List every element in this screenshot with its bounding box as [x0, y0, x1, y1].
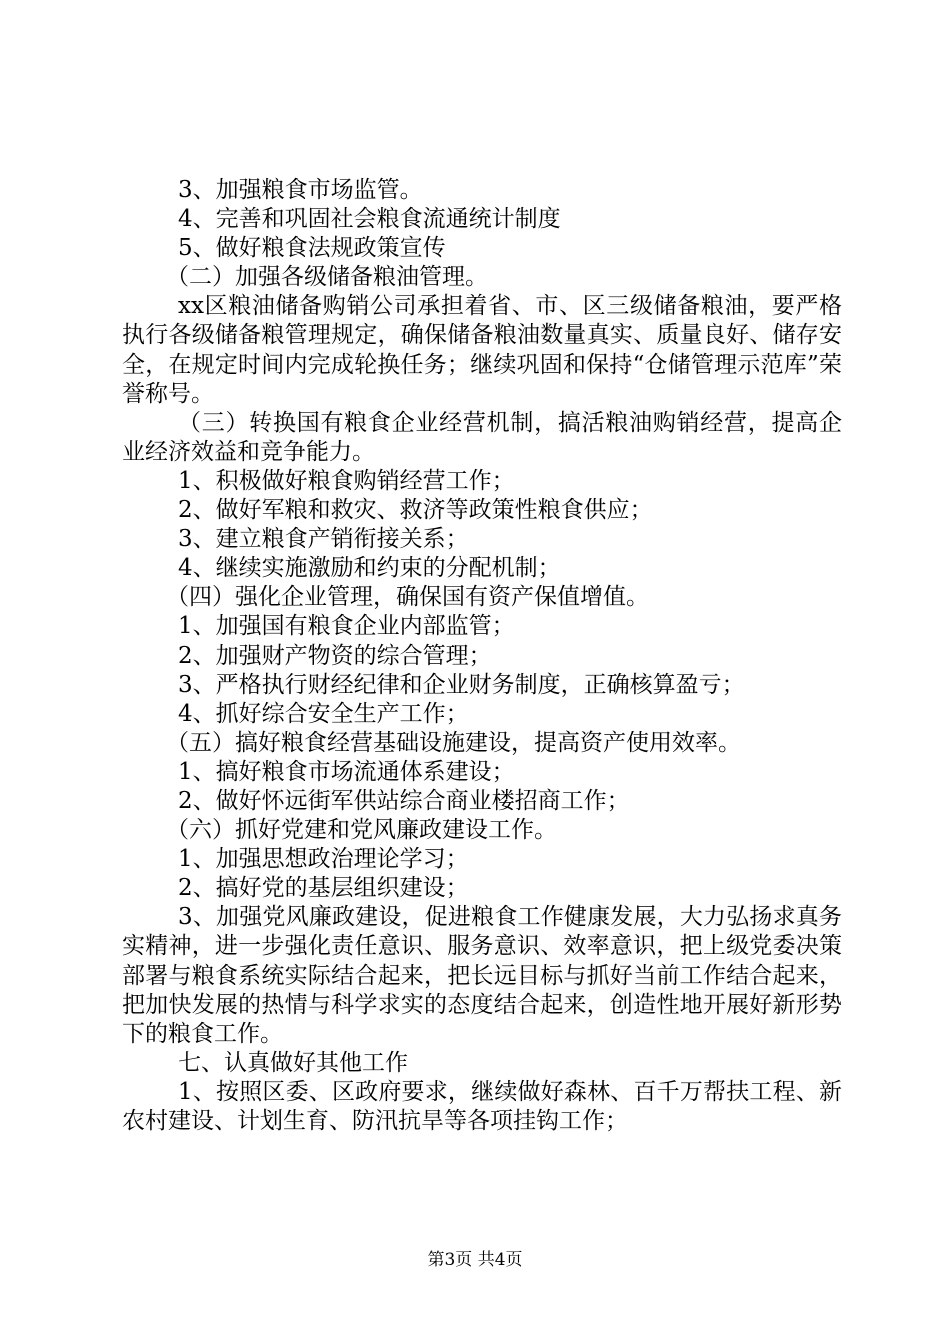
section-heading: （五）搞好粮食经营基础设施建设，提高资产使用效率。 [166, 729, 741, 756]
list-item: 1、加强国有粮食企业内部监管； [178, 613, 515, 640]
body-paragraph: 3、加强党风廉政建设，促进粮食工作健康发展，大力弘扬求真务实精神，进一步强化责任意识、服务意识、效率意识，把上级党委决策部署与粮食系统实际结合起来，把长远目标与抓好当前工作结合起来，把加快发展的热情与科学求实的态度结合起来，创造性地开展好新形势下的粮食工作。 [122, 904, 842, 1047]
list-item: 3、加强粮食市场监管。 [178, 177, 423, 203]
list-item: 1、积极做好粮食购销经营工作； [178, 467, 515, 494]
section-heading: （六）抓好党建和党风廉政建设工作。 [166, 817, 557, 844]
list-item: 3、严格执行财经纪律和企业财务制度，正确核算盈亏； [178, 671, 745, 698]
page-footer: 第3页 共4页 [427, 1250, 523, 1270]
list-item: 4、抓好综合安全生产工作； [178, 700, 469, 727]
list-item: 3、建立粮食产销衔接关系； [178, 526, 469, 553]
list-item: 2、做好军粮和救灾、救济等政策性粮食供应； [178, 497, 653, 524]
body-paragraph: xx区粮油储备购销公司承担着省、市、区三级储备粮油，要严格执行各级储备粮管理规定，确保储备粮油数量真实、质量良好、储存安全，在规定时间内完成轮换任务；继续巩固和保持“仓储管理示范库”荣誉称号。 [122, 293, 842, 407]
section-heading: （三）转换国有粮食企业经营机制，搞活粮油购销经营，提高企业经济效益和竞争能力。 [122, 409, 842, 465]
section-heading: 七、认真做好其他工作 [178, 1049, 408, 1076]
list-item: 5、做好粮食法规政策宣传 [178, 235, 446, 262]
section-heading: （二）加强各级储备粮油管理。 [166, 264, 488, 291]
list-item: 1、加强思想政治理论学习； [178, 846, 469, 873]
document-body [122, 176, 842, 1136]
body-paragraph: 1、按照区委、区政府要求，继续做好森林、百千万帮扶工程、新农村建设、计划生育、防汛抗旱等各项挂钩工作； [122, 1078, 842, 1134]
list-item: 2、加强财产物资的综合管理； [178, 642, 492, 669]
list-item: 2、做好怀远街军供站综合商业楼招商工作； [178, 787, 630, 814]
list-item: 4、继续实施激励和约束的分配机制； [178, 555, 561, 582]
list-item: 2、搞好党的基层组织建设； [178, 875, 469, 902]
section-heading: （四）强化企业管理，确保国有资产保值增值。 [166, 584, 649, 611]
list-item: 1、搞好粮食市场流通体系建设； [178, 758, 515, 785]
list-item: 4、完善和巩固社会粮食流通统计制度 [178, 206, 561, 233]
